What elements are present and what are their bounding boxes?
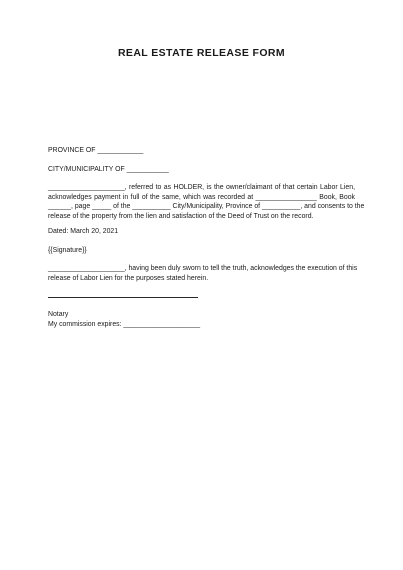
sworn-paragraph-line: ____________________, having been duly sworn to tell the truth, acknowledges the execution of this [48, 265, 358, 272]
sworn-paragraph-line: release of Labor Lien for the purposes stated herein. [48, 274, 209, 282]
city-municipality-line: CITY/MUNICIPALITY OF ___________ [48, 166, 169, 173]
holder-paragraph-line: release of the property from the lien and satisfaction of the Deed of Trust on the record. [48, 212, 314, 220]
holder-paragraph-line: ____________________, referred to as HOLDER, is the owner/claimant of that certain Labor Lien, [48, 184, 355, 191]
sworn-paragraph [48, 264, 358, 283]
dated-line: Dated: March 20, 2021 [48, 228, 119, 235]
holder-paragraph-line: ______, page _____ of the __________ City/Municipality, Province of __________, and consents to the [48, 203, 365, 211]
holder-paragraph-line: acknowledges payment in full of the same, which was recorded at ________________ Book, Book [48, 193, 355, 201]
holder-paragraph [48, 183, 365, 221]
province-line: PROVINCE OF ____________ [48, 147, 144, 154]
document-title: REAL ESTATE RELEASE FORM [117, 47, 286, 59]
signature-line [48, 297, 198, 298]
commission-expires-line: My commission expires: ____________________ [48, 321, 201, 328]
notary-label: Notary [48, 311, 69, 318]
signature-placeholder: {{Signature}} [48, 247, 87, 254]
